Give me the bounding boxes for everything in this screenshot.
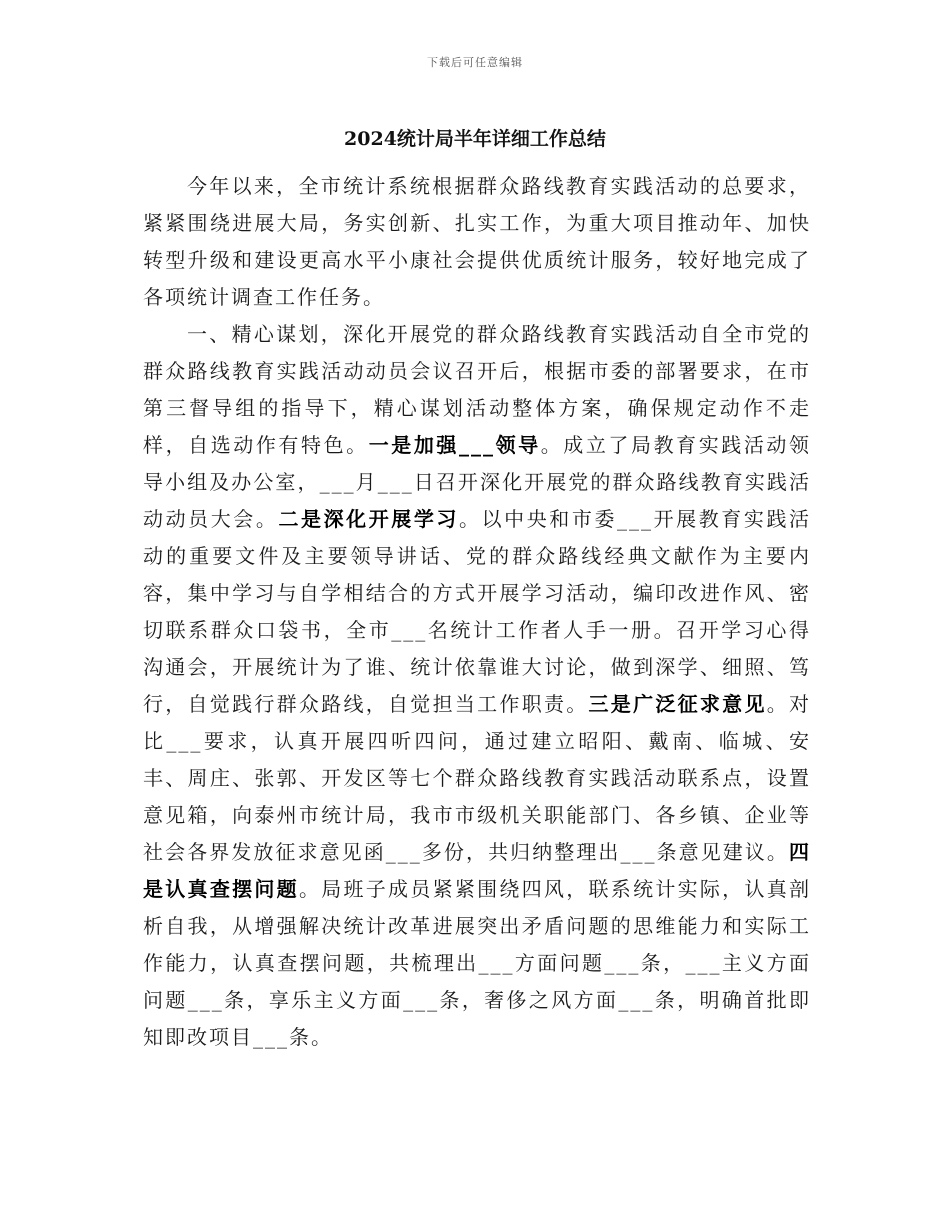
text-segment: 。成立了局教育实践活动领导小组及办公室，___月___日召开深化开展党的群众路线教育实践活动动员大会。 — [143, 433, 812, 531]
text-segment: 。以中央和市委___开展教育实践活动的重要文件及主要领导讲话、党的群众路线经典文献作为主要内容，集中学习与自学相结合的方式开展学习活动，编印改进作风、密切联系群众口袋书，全市___名统计工作者人手一册。召开学习心得沟通会，开展统计为了谁、统计依靠谁大讨论，做到深学、细照、笃行，自觉践行群众路线，自觉担当工作职责。 — [143, 507, 812, 716]
bold-heading: 二是深化开展学习 — [278, 507, 460, 531]
paragraph-intro — [143, 168, 811, 316]
text-segment: 。对比___要求，认真开展四听四问，通过建立昭阳、戴南、临城、安丰、周庄、张郭、开发区等七个群众路线教育实践活动联系点，设置意见箱，向泰州市统计局，我市市级机关职能部门、各乡镇、企业等社会各界发放征求意见函___多份，共归纳整理出___条意见建议。 — [143, 692, 812, 864]
header-note: 下载后可任意编辑 — [427, 56, 523, 69]
bold-heading: 一是加强___领导 — [368, 433, 541, 457]
document-body — [143, 168, 811, 1056]
bold-heading: 四是认真查摆问题 — [143, 840, 811, 901]
text-segment: 。局班子成员紧紧围绕四风，联系统计实际，认真剖析自我，从增强解决统计改革进展突出矛盾问题的思维能力和实际工作能力，认真查摆问题，共梳理出___方面问题___条，___主义方面问题___条，享乐主义方面___条，奢侈之风方面___条，明确首批即知即改项目___条。 — [143, 877, 812, 1049]
paragraph-section-one — [143, 316, 811, 1056]
text-segment: 一、精心谋划，深化开展党的群众路线教育实践活动自全市党的群众路线教育实践活动动员会议召开后，根据市委的部署要求，在市第三督导组的指导下，精心谋划活动整体方案，确保规定动作不走样，自选动作有特色。 — [143, 322, 811, 457]
text-segment: 今年以来，全市统计系统根据群众路线教育实践活动的总要求，紧紧围绕进展大局，务实创新、扎实工作，为重大项目推动年、加快转型升级和建设更高水平小康社会提供优质统计服务，较好地完成了各项统计调查工作任务。 — [143, 174, 811, 309]
document-title: 2024统计局半年详细工作总结 — [344, 128, 606, 150]
bold-heading: 三是广泛征求意见 — [588, 692, 767, 716]
